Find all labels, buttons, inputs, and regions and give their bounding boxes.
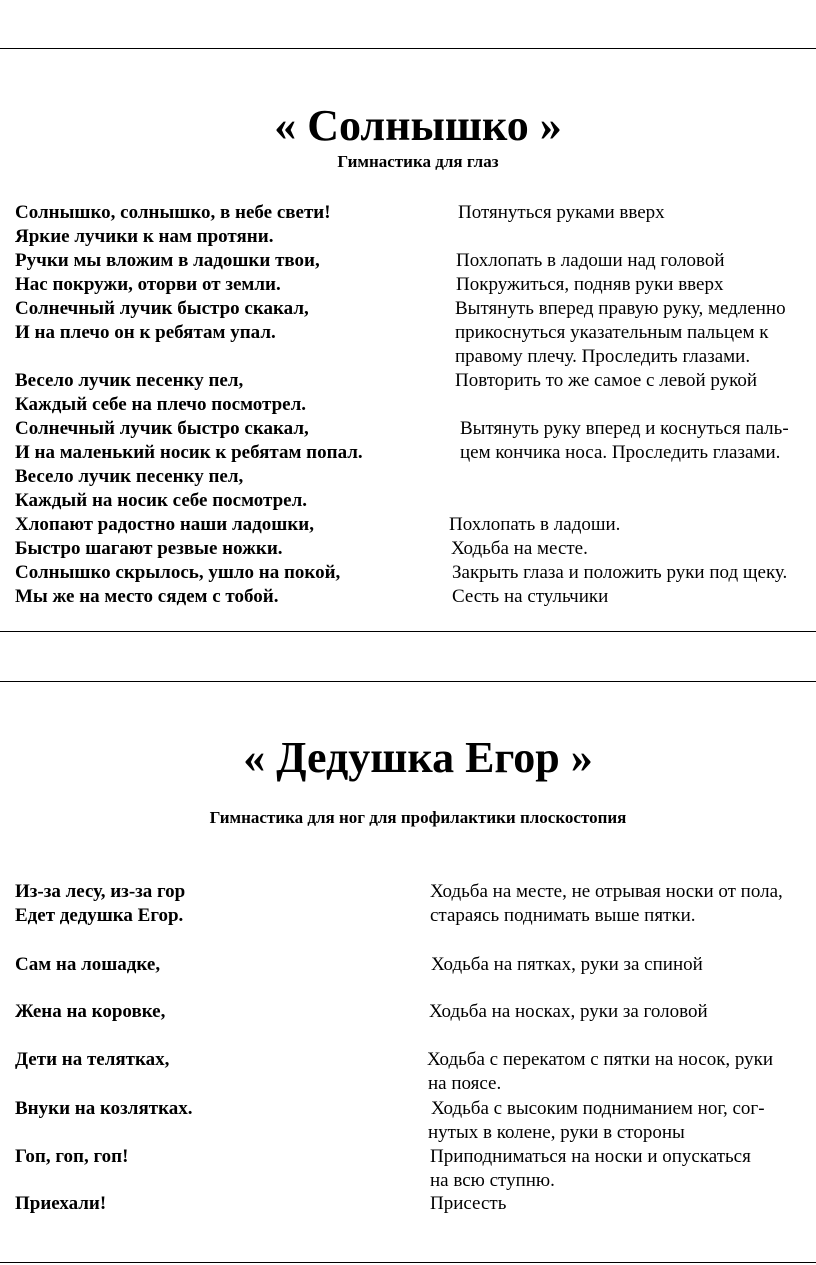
verse-line: Весело лучик песенку пел,	[15, 466, 244, 487]
divider-top-1	[0, 48, 816, 49]
verse-line: Дети на телятках,	[15, 1049, 170, 1070]
verse-line: Солнышко скрылось, ушло на покой,	[15, 562, 341, 583]
action-line: Ходьба на месте, не отрывая носки от пола,	[430, 881, 783, 902]
action-line: Похлопать в ладоши над головой	[456, 250, 725, 271]
verse-line: Сам на лошадке,	[15, 954, 161, 975]
action-line: прикоснуться указательным пальцем к	[455, 322, 769, 343]
verse-line: Солнечный лучик быстро скакал,	[15, 298, 309, 319]
action-line: Ходьба с перекатом с пятки на носок, руки	[427, 1049, 774, 1070]
verse-line: Быстро шагают резвые ножки.	[15, 538, 283, 559]
verse-line: Внуки на козлятках.	[15, 1098, 193, 1119]
verse-line: Весело лучик песенку пел,	[15, 370, 244, 391]
action-line: Потянуться руками вверх	[458, 202, 665, 223]
action-line: нутых в колене, руки в стороны	[428, 1122, 685, 1143]
action-line: правому плечу. Проследить глазами.	[455, 346, 751, 367]
verse-line: Ручки мы вложим в ладошки твои,	[15, 250, 320, 271]
verse-line: Солнышко, солнышко, в небе свети!	[15, 202, 331, 223]
action-line: стараясь поднимать выше пятки.	[430, 905, 696, 926]
action-line: Покружиться, подняв руки вверх	[456, 274, 724, 295]
section2-subtitle: Гимнастика для ног для профилактики плоскостопия	[209, 808, 627, 827]
verse-line: Гоп, гоп, гоп!	[15, 1146, 129, 1167]
verse-line: Из-за лесу, из-за гор	[15, 881, 186, 902]
verse-line: Яркие лучики к нам протяни.	[15, 226, 274, 247]
verse-line: Хлопают радостно наши ладошки,	[15, 514, 314, 535]
verse-line: И на плечо он к ребятам упал.	[15, 322, 276, 343]
action-line: Ходьба на носках, руки за головой	[429, 1001, 708, 1022]
section1-title: « Солнышко »	[274, 101, 562, 150]
action-line: Ходьба с высоким подниманием ног, сог-	[431, 1098, 765, 1119]
verse-line: Жена на коровке,	[15, 1001, 166, 1022]
verse-line: Солнечный лучик быстро скакал,	[15, 418, 309, 439]
verse-line: Каждый себе на плечо посмотрел.	[15, 394, 307, 415]
verse-line: И на маленький носик к ребятам попал.	[15, 442, 363, 463]
action-line: Приподниматься на носки и опускаться	[430, 1146, 751, 1167]
action-line: Похлопать в ладоши.	[449, 514, 621, 535]
action-line: Ходьба на месте.	[451, 538, 588, 559]
verse-line: Мы же на место сядем с тобой.	[15, 586, 279, 607]
verse-line: Едет дедушка Егор.	[15, 905, 184, 926]
section1-subtitle: Гимнастика для глаз	[337, 152, 499, 171]
divider-bottom-2	[0, 1262, 816, 1263]
action-line: на всю ступню.	[430, 1170, 555, 1191]
action-line: Ходьба на пятках, руки за спиной	[431, 954, 703, 975]
action-line: Закрыть глаза и положить руки под щеку.	[452, 562, 788, 583]
action-line: цем кончика носа. Проследить глазами.	[460, 442, 781, 463]
action-line: Присесть	[430, 1193, 507, 1214]
action-line: Вытянуть вперед правую руку, медленно	[455, 298, 786, 319]
section2-title: « Дедушка Егор »	[243, 733, 593, 782]
action-line: Повторить то же самое с левой рукой	[455, 370, 758, 391]
action-line: Сесть на стульчики	[452, 586, 609, 607]
divider-top-2	[0, 681, 816, 682]
action-line: на поясе.	[428, 1073, 502, 1094]
verse-line: Приехали!	[15, 1193, 107, 1214]
verse-line: Каждый на носик себе посмотрел.	[15, 490, 307, 511]
action-line: Вытянуть руку вперед и коснуться паль-	[460, 418, 789, 439]
divider-bottom-1	[0, 631, 816, 632]
verse-line: Нас покружи, оторви от земли.	[15, 274, 281, 295]
